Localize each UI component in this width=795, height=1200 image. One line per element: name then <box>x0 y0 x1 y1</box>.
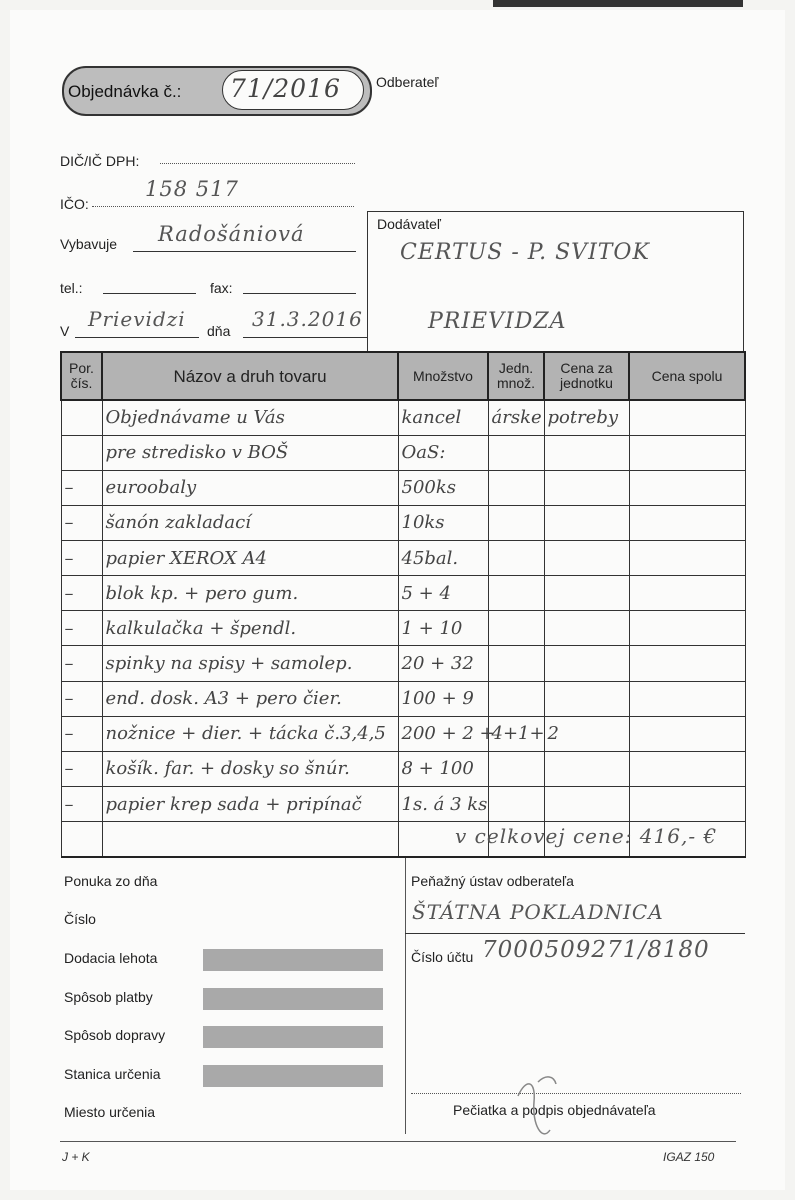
row-item-name[interactable]: blok kp. + pero gum. <box>102 576 398 611</box>
row-unit-price[interactable]: potreby <box>544 400 629 435</box>
row-unit[interactable] <box>488 576 544 611</box>
customer-title: Odberateľ <box>376 74 439 90</box>
row-total[interactable] <box>629 435 745 470</box>
header-unit-price: Cena za jednotku <box>544 352 629 400</box>
row-dash: – <box>61 576 102 611</box>
transport-method-field[interactable] <box>203 1026 383 1048</box>
row-unit-price[interactable] <box>544 681 629 716</box>
table-row <box>61 505 745 540</box>
row-total[interactable] <box>629 611 745 646</box>
footer-right: IGAZ 150 <box>663 1150 715 1164</box>
row-item-name[interactable]: end. dosk. A3 + pero čier. <box>102 681 398 716</box>
row-unit-price[interactable]: 2 <box>544 716 629 751</box>
row-dash <box>61 435 102 470</box>
row-unit[interactable] <box>488 611 544 646</box>
row-dash: – <box>61 751 102 786</box>
delivery-term-label: Dodacia lehota <box>64 950 158 966</box>
destination-station-field[interactable] <box>203 1065 383 1087</box>
row-dash: – <box>61 541 102 576</box>
header-item-name: Názov a druh tovaru <box>102 352 398 400</box>
row-item-name[interactable]: euroobaly <box>102 470 398 505</box>
row-unit[interactable] <box>488 751 544 786</box>
supplier-title: Dodávateľ <box>377 216 442 232</box>
ico-field[interactable] <box>92 206 354 207</box>
row-unit[interactable] <box>488 681 544 716</box>
row-unit[interactable] <box>488 787 544 822</box>
row-total[interactable] <box>629 470 745 505</box>
bank-value: ŠTÁTNA POKLADNICA <box>412 900 664 924</box>
fax-field[interactable] <box>243 293 356 294</box>
row-unit-price[interactable] <box>544 646 629 681</box>
row-item-name[interactable]: pre stredisko v BOŠ <box>102 435 398 470</box>
row-quantity[interactable]: 20 + 32 <box>398 646 488 681</box>
total-note: v celkovej cene: 416,- € <box>455 824 718 848</box>
row-unit-price[interactable] <box>544 611 629 646</box>
header-position: Por. čís. <box>61 352 102 400</box>
row-quantity[interactable]: 500ks <box>398 470 488 505</box>
row-unit-price[interactable] <box>544 787 629 822</box>
destination-station-label: Stanica určenia <box>64 1066 161 1082</box>
offer-number-label: Číslo <box>64 911 96 927</box>
payment-method-label: Spôsob platby <box>64 989 153 1005</box>
row-unit-price[interactable] <box>544 470 629 505</box>
row-unit[interactable] <box>488 435 544 470</box>
row-quantity[interactable]: 10ks <box>398 505 488 540</box>
row-dash: – <box>61 611 102 646</box>
fax-label: fax: <box>210 280 233 296</box>
row-quantity[interactable]: 1 + 10 <box>398 611 488 646</box>
table-row <box>61 646 745 681</box>
row-quantity[interactable]: 100 + 9 <box>398 681 488 716</box>
place-field[interactable] <box>75 337 199 338</box>
row-dash: – <box>61 716 102 751</box>
vybavuje-label: Vybavuje <box>60 236 118 252</box>
row-quantity[interactable]: OaS: <box>398 435 488 470</box>
row-total[interactable] <box>629 787 745 822</box>
row-unit-price[interactable] <box>544 505 629 540</box>
row-unit-price[interactable] <box>544 751 629 786</box>
row-dash: – <box>61 470 102 505</box>
date-value: 31.3.2016 <box>252 307 363 331</box>
row-quantity[interactable]: kancel <box>398 400 488 435</box>
ico-value: 158 517 <box>145 177 239 201</box>
row-unit-price[interactable] <box>544 576 629 611</box>
header-unit: Jedn. množ. <box>488 352 544 400</box>
row-total[interactable] <box>629 646 745 681</box>
row-dash: – <box>61 646 102 681</box>
footer-rule <box>60 1141 736 1142</box>
row-quantity[interactable]: 1s. á 3 ks <box>398 787 488 822</box>
table-row <box>61 470 745 505</box>
supplier-city: PRIEVIDZA <box>428 309 567 334</box>
row-dash: – <box>61 787 102 822</box>
row-item-name[interactable]: košík. far. + dosky so šnúr. <box>102 751 398 786</box>
bottom-divider <box>405 858 406 1134</box>
account-label: Číslo účtu <box>411 949 474 965</box>
row-total[interactable] <box>629 751 745 786</box>
offer-date-label: Ponuka zo dňa <box>64 873 158 889</box>
row-unit[interactable] <box>488 470 544 505</box>
order-number-value: 71/2016 <box>230 74 341 103</box>
table-row <box>61 751 745 786</box>
destination-place-label: Miesto určenia <box>64 1104 156 1120</box>
row-total[interactable] <box>629 541 745 576</box>
row-item-name[interactable]: spinky na spisy + samolep. <box>102 646 398 681</box>
date-field[interactable] <box>243 337 367 338</box>
table-row <box>61 716 745 751</box>
bank-field[interactable] <box>405 933 745 934</box>
account-value: 7000509271/8180 <box>482 937 710 963</box>
tel-label: tel.: <box>60 280 83 296</box>
row-item-name[interactable]: šanón zakladací <box>102 505 398 540</box>
header-total-price: Cena spolu <box>629 352 745 400</box>
signature-mark <box>512 1072 560 1152</box>
row-total[interactable] <box>629 681 745 716</box>
row-item-name[interactable]: papier XEROX A4 <box>102 541 398 576</box>
row-quantity[interactable]: 200 + 2 + <box>398 716 488 751</box>
row-item-name[interactable]: nožnice + dier. + tácka č.3,4,5 <box>102 716 398 751</box>
row-total[interactable] <box>629 716 745 751</box>
row-quantity[interactable]: 8 + 100 <box>398 751 488 786</box>
row-unit[interactable]: 4+1+ <box>488 716 544 751</box>
v-label: V <box>60 323 70 339</box>
supplier-name: CERTUS - P. SVITOK <box>400 240 650 265</box>
table-row <box>61 611 745 646</box>
dic-label: DIČ/IČ DPH: <box>60 153 140 169</box>
order-label: Objednávka č.: <box>68 82 182 101</box>
row-unit-price[interactable] <box>544 435 629 470</box>
bank-label: Peňažný ústav odberateľa <box>411 873 574 889</box>
header-quantity: Množstvo <box>398 352 488 400</box>
row-dash: – <box>61 505 102 540</box>
table-row <box>61 400 745 435</box>
footer-left: J + K <box>62 1150 90 1164</box>
transport-method-label: Spôsob dopravy <box>64 1027 166 1043</box>
row-unit-price[interactable] <box>544 541 629 576</box>
row-total[interactable] <box>629 505 745 540</box>
table-row <box>61 576 745 611</box>
top-edge-strip <box>493 0 743 7</box>
ico-label: IČO: <box>60 196 89 212</box>
delivery-term-field[interactable] <box>203 949 383 971</box>
tel-field[interactable] <box>103 293 196 294</box>
table-row <box>61 435 745 470</box>
table-row <box>61 787 745 822</box>
row-item-name[interactable]: Objednávame u Vás <box>102 400 398 435</box>
vybavuje-value: Radošániová <box>158 222 305 246</box>
row-total[interactable] <box>629 400 745 435</box>
signature-field[interactable] <box>411 1093 741 1094</box>
table-row <box>61 681 745 716</box>
row-unit[interactable]: árske <box>488 400 544 435</box>
row-total[interactable] <box>629 576 745 611</box>
signature-label: Pečiatka a podpis objednávateľa <box>453 1102 656 1118</box>
row-item-name[interactable]: papier krep sada + pripínač <box>102 787 398 822</box>
payment-method-field[interactable] <box>203 988 383 1010</box>
vybavuje-field[interactable] <box>133 251 356 252</box>
row-unit[interactable] <box>488 541 544 576</box>
items-table <box>60 351 746 858</box>
row-dash <box>61 400 102 435</box>
row-quantity[interactable]: 45bal. <box>398 541 488 576</box>
row-unit[interactable] <box>488 646 544 681</box>
row-quantity[interactable]: 5 + 4 <box>398 576 488 611</box>
row-dash: – <box>61 681 102 716</box>
table-row <box>61 541 745 576</box>
row-unit[interactable] <box>488 505 544 540</box>
dna-label: dňa <box>207 323 231 339</box>
dic-field[interactable] <box>160 163 355 164</box>
row-item-name[interactable]: kalkulačka + špendl. <box>102 611 398 646</box>
place-value: Prievidzi <box>88 307 186 331</box>
